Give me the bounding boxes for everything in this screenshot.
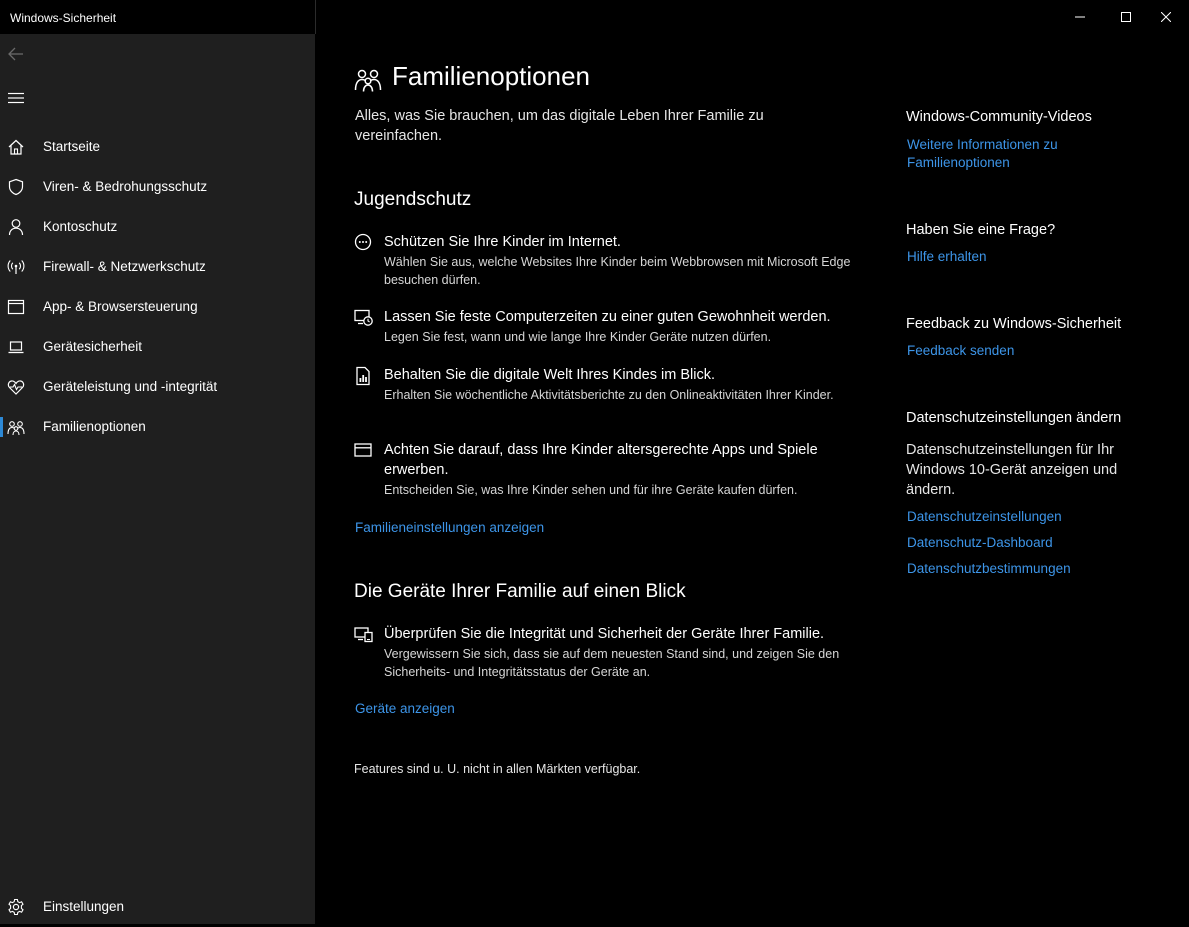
sidebar-item-app-browser[interactable] [0,287,315,327]
send-feedback-link[interactable]: Feedback senden [907,343,1015,358]
sidebar-item-device-security[interactable] [0,327,315,367]
home-icon [7,138,25,156]
feature-description: Entscheiden Sie, was Ihre Kinder sehen und für ihre Geräte kaufen dürfen. [384,483,798,497]
feedback-heading: Feedback zu Windows-Sicherheit [906,316,1122,332]
sidebar-item-virus[interactable] [0,167,315,207]
page-title: Familienoptionen [392,61,591,91]
feature-title: Lassen Sie feste Computerzeiten zu einer guten Gewohnheit werden. [384,309,831,325]
sidebar-item-label: Firewall- & Netzwerkschutz [43,259,206,274]
feature-title: Schützen Sie Ihre Kinder im Internet. [384,234,621,250]
privacy-settings-link[interactable]: Datenschutzeinstellungen [907,509,1062,524]
feature-device-health [354,624,854,684]
family-icon [7,418,25,436]
sidebar-item-label: Startseite [43,139,101,154]
window-title: Windows-Sicherheit [10,11,117,25]
privacy-statement-link[interactable]: Datenschutzbestimmungen [907,561,1071,576]
report-icon [354,366,374,386]
shield-icon [7,178,25,196]
minimize-icon [1075,12,1085,22]
main-content [316,34,1189,924]
view-devices-link[interactable]: Geräte anzeigen [355,701,455,716]
feature-description: Wählen Sie aus, welche Websites Ihre Kinder beim Webbrowsen mit Microsoft Edge besuchen dürfen. [384,255,851,287]
section-title-parental: Jugendschutz [354,189,472,210]
back-button[interactable] [0,38,32,70]
sidebar-item-firewall[interactable] [0,247,315,287]
devices-icon [354,625,374,645]
antenna-icon [7,258,25,276]
browser-window-icon [7,298,25,316]
sidebar-item-label: App- & Browsersteuerung [43,299,198,314]
title-bar [0,0,1189,34]
sidebar-item-account[interactable] [0,207,315,247]
feature-web-protection [354,232,854,292]
page-description: Alles, was Sie brauchen, um das digitale Leben Ihrer Familie zu vereinfachen. [355,108,764,144]
sidebar [0,34,315,924]
sidebar-item-label: Viren- & Bedrohungsschutz [43,179,208,194]
section-title-devices: Die Geräte Ihrer Familie auf einen Blick [354,581,686,602]
maximize-icon [1121,12,1131,22]
community-videos-heading: Windows-Community-Videos [906,109,1092,125]
back-arrow-icon [7,45,25,63]
availability-note: Features sind u. U. nicht in allen Märkten verfügbar. [354,762,641,776]
title-bar-divider [315,0,316,34]
menu-button[interactable] [0,82,32,114]
hamburger-icon [8,92,24,104]
minimize-button[interactable] [1057,0,1103,34]
close-icon [1161,12,1171,22]
sidebar-item-label: Kontoschutz [43,219,118,234]
sidebar-item-label: Einstellungen [43,899,125,914]
question-heading: Haben Sie eine Frage? [906,222,1056,238]
person-icon [7,218,25,236]
privacy-dashboard-link[interactable]: Datenschutz-Dashboard [907,535,1053,550]
feature-description: Vergewissern Sie sich, dass sie auf dem neuesten Stand sind, und zeigen Sie den Sicherheits- und Integritätsstatus der Geräte an. [384,647,840,679]
feature-screen-time [354,307,854,352]
feature-description: Erhalten Sie wöchentliche Aktivitätsberichte zu den Onlineaktivitäten Ihrer Kinder. [384,388,834,402]
laptop-icon [7,338,25,356]
sidebar-item-label: Gerätesicherheit [43,339,143,354]
close-button[interactable] [1143,0,1189,34]
sidebar-item-label: Geräteleistung und -integrität [43,379,218,394]
gear-icon [7,898,25,916]
heart-pulse-icon [7,378,25,396]
sidebar-item-startseite[interactable] [0,127,315,167]
card-icon [354,441,374,461]
feature-title: Achten Sie darauf, dass Ihre Kinder altersgerechte Apps und Spiele erwerben. [384,442,818,478]
sidebar-item-label: Familienoptionen [43,419,146,434]
sidebar-item-device-performance[interactable] [0,367,315,407]
get-help-link[interactable]: Hilfe erhalten [907,249,987,264]
globe-dots-icon [354,233,374,253]
feature-title: Behalten Sie die digitale Welt Ihres Kindes im Blick. [384,367,715,383]
feature-description: Legen Sie fest, wann und wie lange Ihre Kinder Geräte nutzen dürfen. [384,330,772,344]
privacy-text: Datenschutzeinstellungen für Ihr Windows 10-Gerät anzeigen und ändern. [906,442,1118,498]
active-indicator [0,417,3,437]
family-settings-link[interactable]: Familieneinstellungen anzeigen [355,520,545,535]
sidebar-item-settings[interactable] [0,887,315,927]
feature-title: Überprüfen Sie die Integrität und Sicherheit der Geräte Ihrer Familie. [384,626,825,642]
family-icon [354,65,382,93]
privacy-heading: Datenschutzeinstellungen ändern [906,410,1122,426]
feature-activity-report [354,365,854,425]
screen-clock-icon [354,308,374,328]
feature-purchases [354,440,854,502]
sidebar-item-family[interactable] [0,407,315,447]
family-info-link[interactable]: Weitere Informationen zu Familienoptionen [907,137,1058,170]
